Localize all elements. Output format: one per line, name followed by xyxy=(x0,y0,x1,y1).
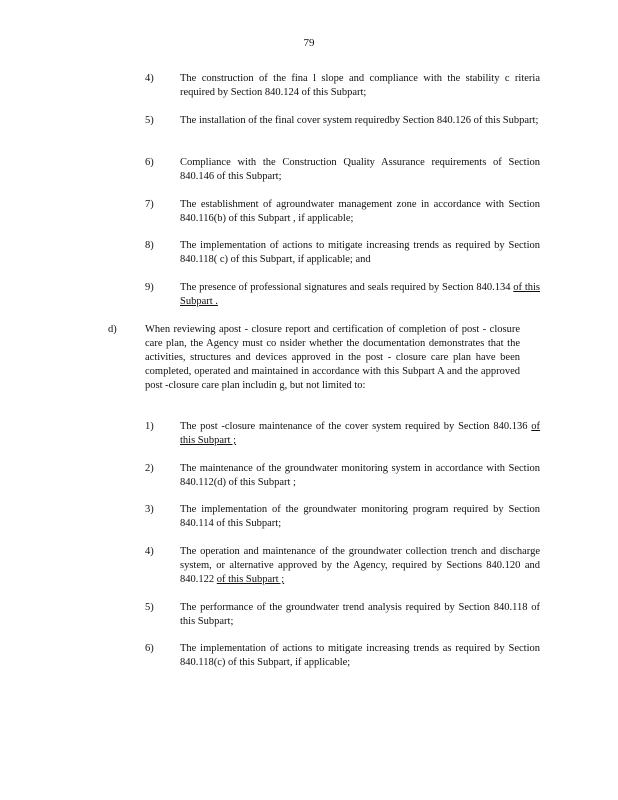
item-text: The installation of the final cover system requiredby Section 840.126 of this Subpart; xyxy=(180,115,539,126)
item-text: The implementation of actions to mitigate increasing trends as required by Section 840.118(c) of this Subpart, if applicable; xyxy=(180,643,540,668)
item-text: Compliance with the Construction Quality Assurance requirements of Section 840.146 of this Subpart; xyxy=(180,157,540,182)
item-number: 5) xyxy=(145,602,154,613)
item-text: The implementation of actions to mitigate increasing trends as required by Section 840.118( c) of this Subpart, if applicable; and xyxy=(180,240,540,265)
item-text: The presence of professional signatures and seals required by Section 840.134 of this Subpart . xyxy=(180,282,540,307)
item-text: The performance of the groundwater trend analysis required by Section 840.118 of this Subpart; xyxy=(180,602,540,627)
item-text: The construction of the fina l slope and compliance with the stability c riteria required by Section 840.124 of this Subpart; xyxy=(180,73,540,98)
page-number: 79 xyxy=(303,37,315,49)
item-number: 4) xyxy=(145,73,154,84)
paragraph-text: When reviewing apost - closure report and certification of completion of post - closure care plan, the Agency must co nsider whether the documentation demonstrates that the activities, structures and devices approved in the post - closure care plan have been completed, operated and maintained in accordance with this Subpart A and the approved post -closure care plan includin g, but not limited to: xyxy=(145,324,520,391)
item-text: The maintenance of the groundwater monitoring system in accordance with Section 840.112(d) of this Subpart ; xyxy=(180,463,540,488)
item-text: The implementation of the groundwater monitoring program required by Section 840.114 of this Subpart; xyxy=(180,504,540,529)
item-number: 4) xyxy=(145,546,154,557)
item-number: 6) xyxy=(145,157,154,168)
item-number: 1) xyxy=(145,421,154,432)
item-text: The post -closure maintenance of the cover system required by Section 840.136 of this Subpart ; xyxy=(180,421,541,446)
item-number: 2) xyxy=(145,463,154,474)
item-number: 7) xyxy=(145,199,154,210)
item-number: 9) xyxy=(145,282,154,293)
item-text: The establishment of agroundwater management zone in accordance with Section 840.116(b) of this Subpart , if applicable; xyxy=(180,199,540,224)
item-number: 6) xyxy=(145,643,154,654)
item-text: The operation and maintenance of the groundwater collection trench and discharge system, or alternative approved by the Agency, required by Sections 840.120 and 840.122 of this Subpart ; xyxy=(180,546,540,585)
item-number: 8) xyxy=(145,240,154,251)
paragraph-label: d) xyxy=(108,324,117,335)
item-number: 5) xyxy=(145,115,154,126)
item-number: 3) xyxy=(145,504,154,515)
